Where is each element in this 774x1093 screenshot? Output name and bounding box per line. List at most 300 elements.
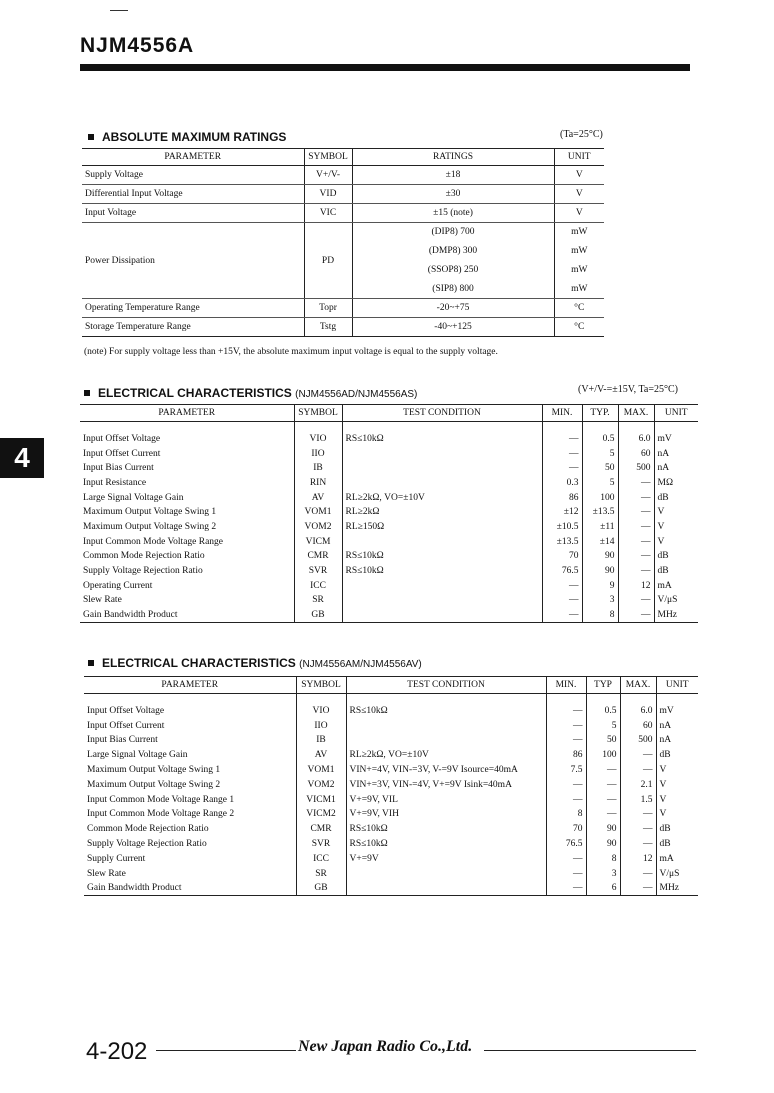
cell-symbol: VICM2 [296,807,346,822]
cell-symbol: VICM1 [296,792,346,807]
cell-unit: V [554,204,604,223]
spacer-row [80,422,698,432]
table-row [80,432,698,447]
cell-max: — [620,822,656,837]
cell-parameter: Supply Voltage Rejection Ratio [87,839,207,850]
spacer-cell [618,422,654,432]
cell-max: — [620,807,656,822]
table-row [80,608,698,623]
cell-min: — [546,792,586,807]
cell-unit: V [654,520,698,535]
cell-min: — [546,866,586,881]
cell-max: — [618,564,654,579]
table-row [80,461,698,476]
cell-unit: V [656,763,698,778]
cell-parameter: Common Mode Rejection Ratio [83,551,205,562]
cell-max: — [620,866,656,881]
cell-test-condition [342,608,542,623]
cell-symbol: VOM1 [296,763,346,778]
cell-min: ±10.5 [542,520,582,535]
cell-max: — [618,476,654,491]
cell-parameter: Input Common Mode Voltage Range 1 [87,794,235,805]
cell-rating: (SSOP8) 250 [352,261,554,280]
cell-unit: mA [656,851,698,866]
col-unit: UNIT [554,149,604,166]
col-parameter: PARAMETER [80,405,294,422]
spacer-cell [294,422,342,432]
cell-typ: ±11 [582,520,618,535]
table-row [82,299,604,318]
cell-test-condition: RS≤10kΩ [342,564,542,579]
cell-symbol: V+/V- [304,166,352,185]
cell-min: 70 [546,822,586,837]
cell-test-condition: V+=9V [346,851,546,866]
col-unit: UNIT [656,677,698,694]
cell-symbol: VID [304,185,352,204]
cell-typ: 0.5 [586,704,620,719]
cell-symbol: SR [296,866,346,881]
cell-rating: (SIP8) 800 [352,280,554,299]
cell-typ: — [586,807,620,822]
table-row [84,733,698,748]
cell-symbol: Tstg [304,318,352,337]
cell-min: 7.5 [546,763,586,778]
cell-max: — [618,505,654,520]
cell-min: 70 [542,549,582,564]
cell-unit: dB [656,748,698,763]
table-row [80,549,698,564]
cell-typ: 100 [582,490,618,505]
cell-parameter: Supply Current [87,853,146,864]
cell-parameter: Differential Input Voltage [82,185,304,204]
cell-min: 8 [546,807,586,822]
cell-typ: 0.5 [582,432,618,447]
cell-min: — [546,851,586,866]
cell-typ: 5 [582,446,618,461]
cell-symbol: GB [296,881,346,896]
spacer-cell [84,694,296,704]
cell-unit: V [656,792,698,807]
cell-max: 1.5 [620,792,656,807]
cell-test-condition: RS≤10kΩ [346,704,546,719]
ec1-title [84,386,417,400]
table-row [82,223,604,242]
cell-unit: MΩ [654,476,698,491]
cell-max: 500 [618,461,654,476]
spacer-row [84,694,698,704]
cell-typ: 90 [586,837,620,852]
cell-parameter: Operating Current [83,580,153,591]
cell-parameter: Input Common Mode Voltage Range 2 [87,809,235,820]
table-row [84,837,698,852]
col-test-condition: TEST CONDITION [342,405,542,422]
cell-min: ±12 [542,505,582,520]
table-row [80,564,698,579]
cell-unit: V/μS [656,866,698,881]
cell-symbol: Topr [304,299,352,318]
cell-parameter: Gain Bandwidth Product [80,608,294,623]
cell-symbol: SR [294,593,342,608]
page-number: 4-202 [86,1038,148,1065]
table-row [84,807,698,822]
table-row [84,748,698,763]
table-row [80,476,698,491]
cell-rating: ±15 (note) [352,204,554,223]
cell-test-condition: VIN+=4V, VIN-=3V, V-=9V Isource=40mA [346,763,546,778]
cell-unit: V [554,185,604,204]
table-row [80,593,698,608]
ec2-table [84,676,698,896]
cell-parameter: Gain Bandwidth Product [84,881,296,896]
cell-parameter: Input Bias Current [87,735,158,746]
table-row [84,704,698,719]
cell-unit: mW [554,261,604,280]
cell-symbol: SVR [294,564,342,579]
cell-min: — [542,578,582,593]
cell-min: 0.3 [542,476,582,491]
cell-unit: dB [656,837,698,852]
cell-unit: nA [656,718,698,733]
cell-symbol: AV [296,748,346,763]
table-row [80,505,698,520]
cell-unit: mW [554,223,604,242]
cell-max: 12 [620,851,656,866]
cell-parameter: Maximum Output Voltage Swing 1 [87,765,221,776]
cell-min: — [542,446,582,461]
cell-max: 12 [618,578,654,593]
cell-max: — [620,837,656,852]
cell-max: 60 [620,718,656,733]
table-row [84,763,698,778]
col-parameter: PARAMETER [82,149,304,166]
cell-parameter: Power Dissipation [82,223,304,299]
cell-parameter: Input Offset Voltage [83,433,161,444]
cell-unit: mW [554,280,604,299]
cell-unit: V [654,534,698,549]
cell-unit: dB [654,490,698,505]
table-row [82,204,604,223]
cell-typ: 3 [582,593,618,608]
footer-rule-right [484,1050,696,1051]
cell-min: 76.5 [546,837,586,852]
cell-min: — [546,777,586,792]
col-ratings: RATINGS [352,149,554,166]
cell-symbol: ICC [296,851,346,866]
cell-rating: ±18 [352,166,554,185]
cell-unit: dB [654,564,698,579]
cell-unit: °C [554,318,604,337]
table-row [80,490,698,505]
cell-typ: 90 [582,549,618,564]
cell-unit: V [656,807,698,822]
cell-symbol: VICM [294,534,342,549]
cell-test-condition: RS≤10kΩ [342,549,542,564]
cell-typ: 9 [582,578,618,593]
cell-test-condition: RS≤10kΩ [346,837,546,852]
cell-min: — [546,704,586,719]
cell-unit: mW [554,242,604,261]
col-test-condition: TEST CONDITION [346,677,546,694]
part-number: NJM4556A [80,34,195,57]
cell-rating: (DMP8) 300 [352,242,554,261]
cell-parameter: Input Bias Current [83,463,154,474]
cell-parameter: Input Voltage [82,204,304,223]
cell-typ: 5 [586,718,620,733]
cell-max: — [620,763,656,778]
ec2-header-row [84,677,698,694]
top-tick-mark [110,10,128,11]
cell-symbol: IB [294,461,342,476]
cell-test-condition: RS≤10kΩ [342,432,542,447]
cell-symbol: CMR [294,549,342,564]
col-typ: TYP. [582,405,618,422]
cell-symbol: ICC [294,578,342,593]
cell-max: — [620,881,656,896]
cell-max: 6.0 [620,704,656,719]
cell-unit: MHz [656,881,698,896]
spacer-cell [620,694,656,704]
cell-min: 76.5 [542,564,582,579]
amr-title [88,130,286,144]
cell-unit: V [554,166,604,185]
cell-test-condition: RL≥150Ω [342,520,542,535]
cell-max: 2.1 [620,777,656,792]
cell-typ: 50 [582,461,618,476]
cell-test-condition: RL≥2kΩ, VO=±10V [342,490,542,505]
cell-unit: dB [654,549,698,564]
cell-typ: — [586,777,620,792]
cell-min: — [542,461,582,476]
cell-parameter: Input Resistance [83,477,147,488]
bullet-icon [88,660,94,666]
cell-unit: V/μS [654,593,698,608]
table-row [84,777,698,792]
spacer-cell [296,694,346,704]
cell-symbol: VIC [304,204,352,223]
cell-typ: 50 [586,733,620,748]
amr-note: (note) For supply voltage less than +15V, the absolute maximum input voltage is equal to the supply voltage. [84,347,498,357]
spacer-cell [582,422,618,432]
cell-max: — [618,534,654,549]
cell-parameter: Input Offset Current [83,448,161,459]
cell-typ: ±14 [582,534,618,549]
col-parameter: PARAMETER [84,677,296,694]
cell-unit: nA [654,446,698,461]
col-symbol: SYMBOL [294,405,342,422]
cell-symbol: RIN [294,476,342,491]
table-row [84,792,698,807]
cell-max: — [618,608,654,623]
cell-test-condition: RL≥2kΩ, VO=±10V [346,748,546,763]
cell-test-condition [342,461,542,476]
ec1-subtitle: (NJM4556AD/NJM4556AS) [295,389,418,400]
cell-parameter: Input Offset Voltage [87,705,165,716]
spacer-cell [80,422,294,432]
cell-test-condition: V+=9V, VIL [346,792,546,807]
cell-symbol: VOM2 [294,520,342,535]
cell-unit: V [656,777,698,792]
cell-symbol: IB [296,733,346,748]
cell-max: 500 [620,733,656,748]
spacer-cell [346,694,546,704]
section-tab: 4 [0,438,44,478]
ec1-condition: (V+/V-=±15V, Ta=25°C) [578,384,678,395]
cell-test-condition: VIN+=3V, VIN-=4V, V+=9V Isink=40mA [346,777,546,792]
cell-parameter: Common Mode Rejection Ratio [87,824,209,835]
cell-typ: — [586,792,620,807]
cell-min: 86 [546,748,586,763]
cell-test-condition [342,476,542,491]
table-row [84,866,698,881]
table-row [84,822,698,837]
cell-max: 6.0 [618,432,654,447]
cell-min: — [546,733,586,748]
cell-max: — [620,748,656,763]
amr-title-text: ABSOLUTE MAXIMUM RATINGS [102,130,287,144]
table-row [80,446,698,461]
cell-unit: nA [654,461,698,476]
cell-unit: MHz [654,608,698,623]
bullet-icon [88,134,94,140]
ec2-title [88,656,422,670]
cell-parameter: Slew Rate [83,595,122,606]
cell-test-condition [346,733,546,748]
spacer-cell [342,422,542,432]
cell-symbol: IIO [296,718,346,733]
cell-test-condition [342,534,542,549]
spacer-cell [546,694,586,704]
ec2-title-text: ELECTRICAL CHARACTERISTICS [102,656,296,670]
spacer-cell [656,694,698,704]
cell-min: — [542,593,582,608]
cell-typ: 100 [586,748,620,763]
cell-parameter: Supply Voltage [82,166,304,185]
cell-test-condition: RS≤10kΩ [346,822,546,837]
cell-test-condition [346,718,546,733]
cell-max: — [618,520,654,535]
cell-symbol: CMR [296,822,346,837]
cell-test-condition [346,866,546,881]
table-row [80,534,698,549]
spacer-cell [586,694,620,704]
cell-parameter: Storage Temperature Range [82,318,304,337]
cell-max: — [618,593,654,608]
col-min: MIN. [542,405,582,422]
amr-header-row [82,149,604,166]
table-row [84,718,698,733]
cell-unit: V [654,505,698,520]
spacer-cell [654,422,698,432]
cell-parameter: Supply Voltage Rejection Ratio [83,566,203,577]
footer-rule-left [156,1050,296,1051]
cell-typ: 3 [586,866,620,881]
col-typ: TYP [586,677,620,694]
ec1-header-row [80,405,698,422]
cell-parameter: Input Offset Current [87,720,165,731]
col-max: MAX. [620,677,656,694]
col-max: MAX. [618,405,654,422]
cell-rating: (DIP8) 700 [352,223,554,242]
table-row [82,166,604,185]
cell-min: — [546,881,586,896]
cell-parameter: Maximum Output Voltage Swing 2 [87,779,221,790]
cell-test-condition [342,578,542,593]
cell-symbol: IIO [294,446,342,461]
bullet-icon [84,390,90,396]
cell-typ: 5 [582,476,618,491]
table-row [82,318,604,337]
header-rule [80,64,690,71]
cell-typ: 8 [582,608,618,623]
cell-rating: -40~+125 [352,318,554,337]
cell-typ: ±13.5 [582,505,618,520]
cell-unit: nA [656,733,698,748]
cell-symbol: SVR [296,837,346,852]
spacer-cell [542,422,582,432]
cell-typ: 8 [586,851,620,866]
cell-min: — [542,432,582,447]
cell-min: — [546,718,586,733]
cell-unit: mA [654,578,698,593]
cell-unit: mV [656,704,698,719]
amr-condition: (Ta=25°C) [560,129,603,140]
cell-rating: ±30 [352,185,554,204]
cell-min: 86 [542,490,582,505]
cell-typ: 6 [586,881,620,896]
ec1-table [80,404,698,623]
col-symbol: SYMBOL [296,677,346,694]
table-row [84,881,698,896]
cell-symbol: VOM2 [296,777,346,792]
cell-min: ±13.5 [542,534,582,549]
table-row [84,851,698,866]
col-symbol: SYMBOL [304,149,352,166]
cell-symbol: PD [304,223,352,299]
cell-parameter: Input Common Mode Voltage Range [83,536,224,547]
cell-min: — [542,608,582,623]
cell-parameter: Large Signal Voltage Gain [87,750,188,761]
cell-test-condition [346,881,546,896]
table-row [82,185,604,204]
cell-rating: -20~+75 [352,299,554,318]
cell-parameter: Slew Rate [87,868,126,879]
cell-parameter: Operating Temperature Range [82,299,304,318]
col-unit: UNIT [654,405,698,422]
cell-symbol: AV [294,490,342,505]
cell-symbol: GB [294,608,342,623]
ec1-title-text: ELECTRICAL CHARACTERISTICS [98,386,292,400]
cell-test-condition: V+=9V, VIH [346,807,546,822]
table-row [80,520,698,535]
table-row [80,578,698,593]
cell-max: — [618,490,654,505]
cell-symbol: VIO [294,432,342,447]
cell-typ: — [586,763,620,778]
cell-parameter: Maximum Output Voltage Swing 1 [83,507,217,518]
cell-test-condition: RL≥2kΩ [342,505,542,520]
cell-symbol: VOM1 [294,505,342,520]
cell-max: 60 [618,446,654,461]
cell-unit: °C [554,299,604,318]
cell-symbol: VIO [296,704,346,719]
col-min: MIN. [546,677,586,694]
cell-test-condition [342,446,542,461]
cell-test-condition [342,593,542,608]
company-name: New Japan Radio Co.,Ltd. [298,1038,473,1055]
cell-max: — [618,549,654,564]
cell-typ: 90 [582,564,618,579]
cell-parameter: Large Signal Voltage Gain [83,492,184,503]
